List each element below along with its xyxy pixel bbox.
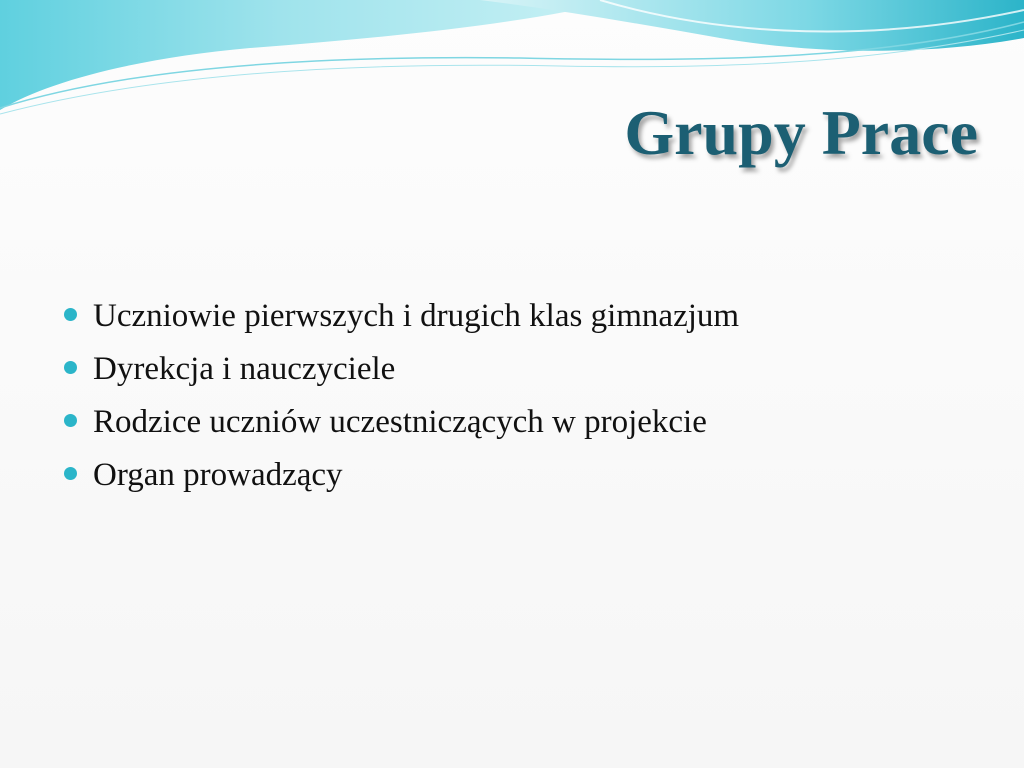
bullet-dot-icon <box>64 308 77 321</box>
bullet-text: Dyrekcja i nauczyciele <box>93 351 396 387</box>
bullet-dot-icon <box>64 414 77 427</box>
bullet-text: Organ prowadzący <box>93 457 343 493</box>
bullet-text: Rodzice uczniów uczestniczących w projekcie <box>93 404 707 440</box>
list-item <box>64 396 739 449</box>
list-item <box>64 290 739 343</box>
bullet-dot-icon <box>64 361 77 374</box>
bullet-text: Uczniowie pierwszych i drugich klas gimnazjum <box>93 298 740 334</box>
bullet-list <box>64 290 739 502</box>
list-item <box>64 343 739 396</box>
list-item <box>64 449 739 502</box>
bullet-dot-icon <box>64 467 77 480</box>
slide-title: Grupy Prace <box>624 97 978 168</box>
